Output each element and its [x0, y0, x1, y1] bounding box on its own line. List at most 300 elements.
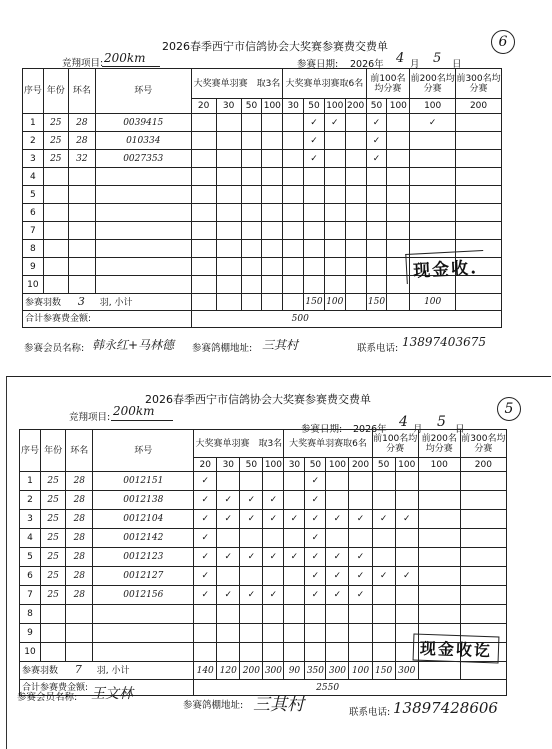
row-check-cell: [345, 276, 366, 294]
col-ring-name: 环名: [68, 69, 95, 114]
row-check-cell: [366, 222, 387, 240]
table-row: [20, 567, 507, 586]
row-check-cell: [191, 276, 216, 294]
row-check-cell: [305, 643, 326, 662]
row-check-cell: ✓: [194, 567, 217, 586]
row-year: 25: [40, 529, 65, 548]
loft-value: 三其村: [262, 338, 299, 352]
row-year: [40, 605, 65, 624]
row-check-cell: [395, 472, 418, 491]
subtotal-2: [216, 294, 241, 311]
row-check-cell: [349, 472, 372, 491]
row-ring-no: [95, 222, 191, 240]
table-row: [20, 510, 507, 529]
row-check-cell: [241, 132, 262, 150]
row-ring-no: [93, 605, 194, 624]
row-check-cell: ✓: [349, 510, 372, 529]
row-seq: 9: [20, 624, 41, 643]
row-check-cell: [240, 472, 263, 491]
subtotal-4: [262, 294, 283, 311]
row-ring-name: 32: [68, 150, 95, 168]
row-check-cell: [191, 222, 216, 240]
row-check-cell: ✓: [240, 548, 263, 567]
row-check-cell: [304, 186, 325, 204]
row-year: 25: [40, 510, 65, 529]
row-check-cell: [324, 204, 345, 222]
row-check-cell: [372, 605, 395, 624]
row-check-cell: [194, 605, 217, 624]
row-check-cell: ✓: [395, 510, 418, 529]
sheet-number-circle: 5: [497, 397, 521, 421]
subtotal-2: 120: [217, 662, 240, 680]
date-day-value: 5: [437, 414, 446, 430]
row-check-cell: [418, 510, 460, 529]
row-check-cell: [216, 258, 241, 276]
row-check-cell: ✓: [349, 548, 372, 567]
row-check-cell: [418, 605, 460, 624]
amount-100-c: 100: [387, 99, 410, 114]
row-check-cell: [241, 276, 262, 294]
row-check-cell: [324, 150, 345, 168]
row-ring-name: [66, 643, 93, 662]
row-year: 25: [40, 472, 65, 491]
row-seq: 4: [23, 168, 44, 186]
row-check-cell: [345, 132, 366, 150]
row-seq: 5: [20, 548, 41, 567]
row-check-cell: [456, 222, 502, 240]
row-ring-no: [95, 276, 191, 294]
count-cell: [20, 662, 194, 680]
row-check-cell: ✓: [372, 567, 395, 586]
row-check-cell: [283, 222, 304, 240]
subtotal-4: 300: [263, 662, 284, 680]
date-day-label: 日: [452, 59, 462, 70]
row-ring-name: 28: [66, 529, 93, 548]
row-check-cell: [284, 529, 305, 548]
row-year: 25: [40, 567, 65, 586]
fee-form-sheet-6: [0, 0, 552, 372]
subtotal-8: 100: [349, 662, 372, 680]
row-check-cell: [263, 643, 284, 662]
row-check-cell: [241, 168, 262, 186]
header-row-1: [20, 430, 507, 458]
row-check-cell: ✓: [240, 510, 263, 529]
row-check-cell: [456, 132, 502, 150]
project-value: 200km: [113, 404, 155, 418]
project-label: 竞翔项目:: [69, 412, 111, 423]
row-check-cell: [366, 258, 387, 276]
count-value: 3: [77, 294, 85, 308]
row-check-cell: [305, 605, 326, 624]
row-year: [43, 204, 68, 222]
row-check-cell: ✓: [326, 586, 349, 605]
subtotal-12: [460, 662, 506, 680]
amount-50-b: 50: [305, 458, 326, 472]
row-check-cell: [191, 186, 216, 204]
row-check-cell: [460, 605, 506, 624]
row-check-cell: [410, 186, 456, 204]
total-row: [23, 311, 502, 328]
row-check-cell: ✓: [305, 529, 326, 548]
date-month-value: 4: [399, 414, 408, 430]
phone-value: 13897403675: [402, 335, 486, 349]
row-check-cell: [194, 624, 217, 643]
row-check-cell: [240, 624, 263, 643]
row-ring-name: 28: [66, 510, 93, 529]
row-check-cell: ✓: [194, 548, 217, 567]
row-ring-no: 0012104: [93, 510, 194, 529]
row-check-cell: [240, 605, 263, 624]
row-ring-no: [95, 240, 191, 258]
table-row: [20, 605, 507, 624]
phone-label: 联系电话:: [349, 707, 391, 718]
row-ring-no: 0027353: [95, 150, 191, 168]
row-check-cell: [387, 114, 410, 132]
row-check-cell: [284, 605, 305, 624]
row-check-cell: [456, 204, 502, 222]
row-check-cell: [326, 624, 349, 643]
row-check-cell: [284, 567, 305, 586]
row-check-cell: [263, 605, 284, 624]
row-ring-name: 28: [66, 548, 93, 567]
row-check-cell: ✓: [217, 548, 240, 567]
amount-100-c: 100: [395, 458, 418, 472]
col-year: 年份: [40, 430, 65, 472]
row-check-cell: [283, 132, 304, 150]
row-seq: 7: [23, 222, 44, 240]
row-ring-no: 0012151: [93, 472, 194, 491]
row-check-cell: [194, 643, 217, 662]
row-ring-no: 0012142: [93, 529, 194, 548]
row-check-cell: ✓: [194, 491, 217, 510]
row-check-cell: [366, 186, 387, 204]
member-label: 参赛会员名称:: [24, 343, 85, 354]
row-ring-name: [68, 204, 95, 222]
row-check-cell: [241, 150, 262, 168]
row-check-cell: [304, 276, 325, 294]
row-check-cell: [191, 168, 216, 186]
row-check-cell: ✓: [326, 510, 349, 529]
loft-value: 三其村: [253, 695, 304, 715]
row-ring-name: [68, 168, 95, 186]
row-check-cell: ✓: [305, 491, 326, 510]
row-ring-name: 28: [68, 132, 95, 150]
row-check-cell: [284, 586, 305, 605]
row-check-cell: [217, 529, 240, 548]
row-ring-no: [95, 186, 191, 204]
subtotal-6: 350: [305, 662, 326, 680]
phone-label: 联系电话:: [357, 343, 399, 354]
amount-100: 100: [264, 459, 283, 470]
row-check-cell: [456, 168, 502, 186]
subtotal-1: [191, 294, 216, 311]
row-check-cell: [304, 204, 325, 222]
row-check-cell: [387, 204, 410, 222]
row-check-cell: [410, 222, 456, 240]
amount-50: 50: [241, 99, 262, 114]
row-check-cell: [345, 150, 366, 168]
row-check-cell: [395, 529, 418, 548]
row-check-cell: [324, 222, 345, 240]
row-seq: 6: [20, 567, 41, 586]
row-check-cell: ✓: [305, 586, 326, 605]
row-check-cell: [372, 491, 395, 510]
row-check-cell: [345, 204, 366, 222]
row-check-cell: [283, 114, 304, 132]
row-check-cell: [324, 276, 345, 294]
row-check-cell: [460, 510, 506, 529]
form-title: 2026春季西宁市信鸽协会大奖赛参赛费交费单: [145, 393, 371, 406]
row-check-cell: [326, 529, 349, 548]
row-year: [43, 186, 68, 204]
total-value: 2550: [194, 680, 507, 696]
row-check-cell: [191, 204, 216, 222]
row-seq: 1: [23, 114, 44, 132]
row-check-cell: [217, 567, 240, 586]
row-check-cell: [366, 276, 387, 294]
member-label: 参赛会员名称:: [17, 692, 78, 703]
row-ring-no: [93, 643, 194, 662]
row-check-cell: ✓: [217, 586, 240, 605]
row-check-cell: [304, 222, 325, 240]
col-single-top6: 大奖赛单羽赛取6名: [283, 69, 366, 99]
row-check-cell: [216, 222, 241, 240]
header-row-1: [23, 69, 502, 99]
table-row: [23, 186, 502, 204]
row-year: [43, 258, 68, 276]
row-ring-name: 28: [66, 586, 93, 605]
row-check-cell: [304, 240, 325, 258]
row-year: 25: [40, 548, 65, 567]
table-row: [23, 132, 502, 150]
row-check-cell: [349, 491, 372, 510]
amount-30: 30: [217, 458, 240, 472]
fee-table: [22, 68, 502, 328]
row-check-cell: ✓: [194, 472, 217, 491]
form-title: 2026春季西宁市信鸽协会大奖赛参赛费交费单: [162, 40, 388, 53]
row-check-cell: [217, 472, 240, 491]
row-check-cell: [372, 548, 395, 567]
col-top300: 前300名均分赛: [460, 430, 506, 458]
row-year: 25: [43, 150, 68, 168]
row-check-cell: [460, 491, 506, 510]
row-ring-name: [68, 258, 95, 276]
row-check-cell: ✓: [349, 567, 372, 586]
row-check-cell: [262, 204, 283, 222]
row-check-cell: [304, 258, 325, 276]
row-check-cell: [240, 643, 263, 662]
amount-100-d: 100: [418, 458, 460, 472]
row-check-cell: ✓: [194, 586, 217, 605]
row-check-cell: [241, 186, 262, 204]
col-top200: 前200名均分赛: [418, 430, 460, 458]
subtotal-12: [456, 294, 502, 311]
row-check-cell: ✓: [263, 510, 284, 529]
subtotal-5: [283, 294, 304, 311]
amount-30: 30: [216, 99, 241, 114]
row-check-cell: [191, 114, 216, 132]
member-value: 王文林: [91, 686, 133, 702]
row-ring-no: 0039415: [95, 114, 191, 132]
row-check-cell: [262, 186, 283, 204]
row-check-cell: [284, 472, 305, 491]
row-seq: 3: [20, 510, 41, 529]
row-seq: 8: [20, 605, 41, 624]
row-seq: 10: [23, 276, 44, 294]
col-ring-name: 环名: [66, 430, 93, 472]
cash-received-stamp: 现金收.: [405, 250, 484, 284]
row-check-cell: [395, 491, 418, 510]
row-ring-name: [68, 222, 95, 240]
row-check-cell: [349, 643, 372, 662]
row-ring-name: 28: [66, 567, 93, 586]
row-seq: 3: [23, 150, 44, 168]
row-check-cell: [283, 186, 304, 204]
row-check-cell: [216, 204, 241, 222]
date-month-label: 月: [410, 59, 420, 70]
row-check-cell: [324, 186, 345, 204]
row-check-cell: ✓: [263, 548, 284, 567]
amount-100-b: 100: [326, 458, 349, 472]
table-body: [20, 472, 507, 662]
row-check-cell: ✓: [194, 510, 217, 529]
row-check-cell: [410, 204, 456, 222]
row-ring-no: 0012138: [93, 491, 194, 510]
col-top200: 前200名均分赛: [410, 69, 456, 99]
row-check-cell: [216, 114, 241, 132]
row-check-cell: [345, 168, 366, 186]
row-ring-no: 0012127: [93, 567, 194, 586]
amount-20: 20: [194, 458, 217, 472]
row-check-cell: ✓: [304, 150, 325, 168]
row-ring-name: [68, 240, 95, 258]
project-underline: [102, 66, 160, 67]
subtotal-6: 150: [304, 294, 325, 311]
row-check-cell: [283, 240, 304, 258]
row-check-cell: ✓: [304, 132, 325, 150]
count-label: 参赛羽数: [25, 297, 62, 308]
subtotal-8: [345, 294, 366, 311]
row-check-cell: [305, 624, 326, 643]
row-check-cell: [262, 276, 283, 294]
table-row: [20, 529, 507, 548]
row-check-cell: ✓: [372, 510, 395, 529]
row-check-cell: [240, 567, 263, 586]
row-check-cell: [372, 624, 395, 643]
row-ring-name: 28: [66, 472, 93, 491]
row-check-cell: [262, 222, 283, 240]
row-check-cell: [262, 168, 283, 186]
row-check-cell: [460, 586, 506, 605]
row-check-cell: [304, 168, 325, 186]
row-check-cell: ✓: [324, 114, 345, 132]
row-check-cell: [241, 240, 262, 258]
project-label: 竞翔项目:: [62, 58, 104, 69]
project-value: 200km: [104, 51, 146, 65]
count-unit: 羽, 小计: [96, 666, 130, 676]
row-check-cell: [283, 276, 304, 294]
row-check-cell: [216, 276, 241, 294]
row-check-cell: [263, 529, 284, 548]
amount-200: 200: [349, 458, 372, 472]
date-day-value: 5: [433, 51, 442, 66]
row-check-cell: [460, 529, 506, 548]
table-row: [20, 548, 507, 567]
row-check-cell: [460, 567, 506, 586]
row-check-cell: ✓: [217, 510, 240, 529]
table-row: [23, 222, 502, 240]
row-year: 25: [40, 491, 65, 510]
col-ring-no: 环号: [95, 69, 191, 114]
col-top100: 前100名均分赛: [372, 430, 418, 458]
row-check-cell: [262, 132, 283, 150]
count-row: [20, 662, 507, 680]
table-row: [20, 491, 507, 510]
row-check-cell: ✓: [349, 586, 372, 605]
row-check-cell: [395, 548, 418, 567]
row-check-cell: [241, 114, 262, 132]
row-seq: 10: [20, 643, 41, 662]
table-row: [20, 472, 507, 491]
row-seq: 2: [23, 132, 44, 150]
row-check-cell: [191, 240, 216, 258]
row-check-cell: [418, 472, 460, 491]
row-seq: 7: [20, 586, 41, 605]
row-ring-no: 0012123: [93, 548, 194, 567]
row-check-cell: ✓: [284, 548, 305, 567]
row-check-cell: ✓: [305, 567, 326, 586]
row-ring-no: 0012156: [93, 586, 194, 605]
date-month-value: 4: [396, 51, 405, 66]
row-ring-name: [68, 276, 95, 294]
row-check-cell: [372, 643, 395, 662]
row-ring-name: 28: [66, 491, 93, 510]
row-check-cell: [345, 114, 366, 132]
row-year: [43, 240, 68, 258]
row-check-cell: [263, 624, 284, 643]
col-ring-no: 环号: [93, 430, 194, 472]
subtotal-5: 90: [284, 662, 305, 680]
col-single-top6: 大奖赛单羽赛取6名: [284, 430, 372, 458]
amount-50-b: 50: [304, 99, 325, 114]
row-check-cell: [241, 222, 262, 240]
row-ring-no: [95, 204, 191, 222]
row-check-cell: [216, 240, 241, 258]
row-check-cell: [372, 586, 395, 605]
row-check-cell: [349, 624, 372, 643]
date-month-label: 月: [413, 424, 423, 435]
loft-label: 参赛鸽棚地址:: [183, 700, 244, 711]
row-check-cell: [324, 258, 345, 276]
row-check-cell: [410, 168, 456, 186]
row-check-cell: [326, 643, 349, 662]
row-check-cell: [345, 240, 366, 258]
row-check-cell: ✓: [366, 150, 387, 168]
subtotal-10: [387, 294, 410, 311]
row-year: 25: [40, 586, 65, 605]
row-check-cell: [418, 548, 460, 567]
row-check-cell: [387, 132, 410, 150]
row-ring-no: [95, 168, 191, 186]
row-check-cell: [326, 472, 349, 491]
date-year: 2026年: [350, 59, 384, 70]
row-check-cell: ✓: [194, 529, 217, 548]
row-check-cell: [217, 605, 240, 624]
row-seq: 8: [23, 240, 44, 258]
row-check-cell: [217, 643, 240, 662]
amount-100: 100: [262, 99, 283, 114]
row-check-cell: [283, 204, 304, 222]
